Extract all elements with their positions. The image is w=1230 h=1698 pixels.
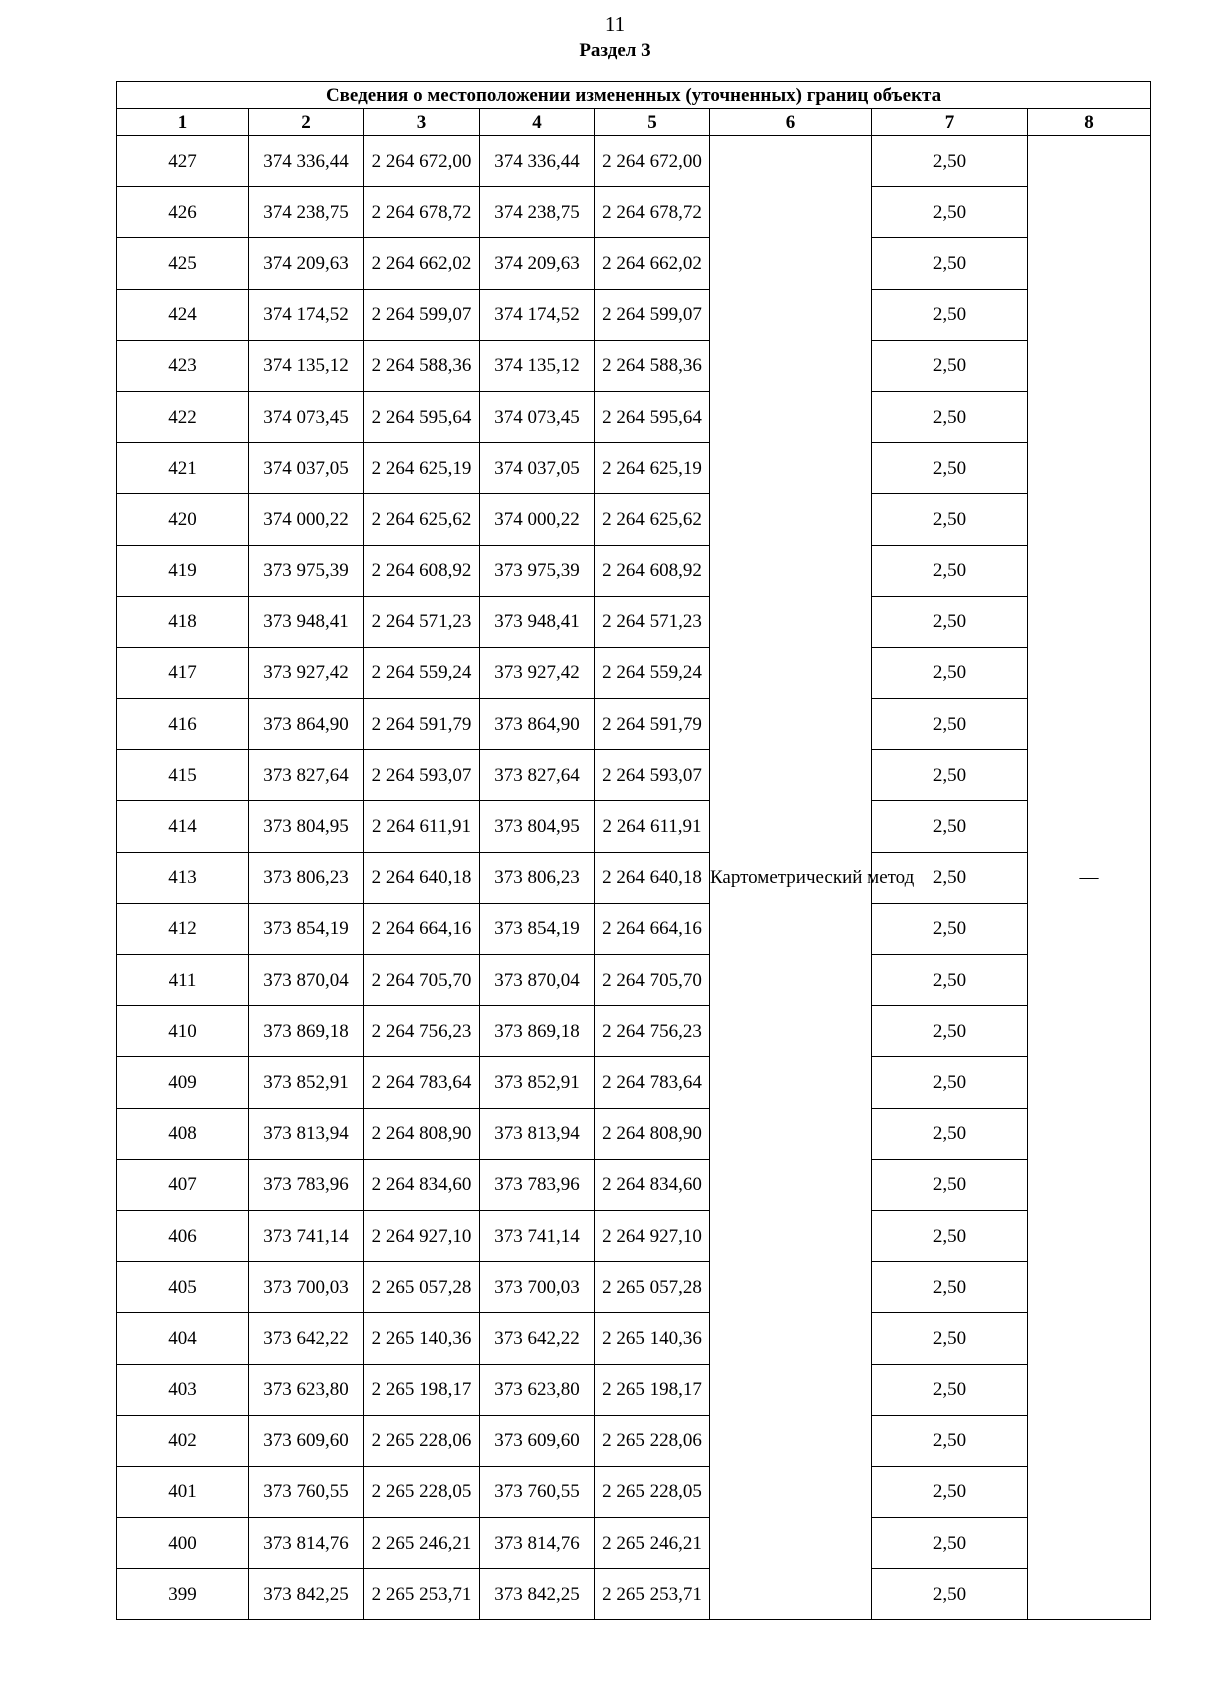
x-existing-cell: 373 975,39 xyxy=(249,545,364,596)
accuracy-cell: 2,50 xyxy=(872,289,1028,340)
table-row xyxy=(117,340,1151,391)
y-existing-cell: 2 265 228,06 xyxy=(364,1415,480,1466)
point-number-cell: 400 xyxy=(117,1518,249,1569)
x-new-cell: 373 948,41 xyxy=(480,596,595,647)
table-row xyxy=(117,1415,1151,1466)
point-number-cell: 410 xyxy=(117,1006,249,1057)
point-number-cell: 421 xyxy=(117,443,249,494)
x-new-cell: 373 975,39 xyxy=(480,545,595,596)
accuracy-cell: 2,50 xyxy=(872,852,1028,903)
point-number-cell: 416 xyxy=(117,699,249,750)
table-row xyxy=(117,136,1151,187)
y-new-cell: 2 264 834,60 xyxy=(595,1159,710,1210)
y-new-cell: 2 264 591,79 xyxy=(595,699,710,750)
accuracy-cell: 2,50 xyxy=(872,955,1028,1006)
x-new-cell: 373 869,18 xyxy=(480,1006,595,1057)
accuracy-cell: 2,50 xyxy=(872,1415,1028,1466)
x-new-cell: 373 854,19 xyxy=(480,903,595,954)
x-existing-cell: 373 854,19 xyxy=(249,903,364,954)
x-new-cell: 373 642,22 xyxy=(480,1313,595,1364)
accuracy-cell: 2,50 xyxy=(872,1313,1028,1364)
x-new-cell: 373 864,90 xyxy=(480,699,595,750)
x-new-cell: 373 842,25 xyxy=(480,1569,595,1620)
x-new-cell: 373 804,95 xyxy=(480,801,595,852)
accuracy-cell: 2,50 xyxy=(872,1108,1028,1159)
table-row xyxy=(117,647,1151,698)
y-existing-cell: 2 264 662,02 xyxy=(364,238,480,289)
y-new-cell: 2 265 253,71 xyxy=(595,1569,710,1620)
y-new-cell: 2 264 756,23 xyxy=(595,1006,710,1057)
accuracy-cell: 2,50 xyxy=(872,187,1028,238)
y-existing-cell: 2 264 593,07 xyxy=(364,750,480,801)
column-number-row xyxy=(117,109,1151,136)
table-row xyxy=(117,391,1151,442)
table-row xyxy=(117,1159,1151,1210)
y-new-cell: 2 265 140,36 xyxy=(595,1313,710,1364)
method-cell: Картометрический метод xyxy=(710,136,872,1620)
y-existing-cell: 2 264 678,72 xyxy=(364,187,480,238)
x-existing-cell: 374 336,44 xyxy=(249,136,364,187)
y-new-cell: 2 265 228,06 xyxy=(595,1415,710,1466)
x-existing-cell: 374 037,05 xyxy=(249,443,364,494)
column-number: 4 xyxy=(480,109,595,136)
x-existing-cell: 373 814,76 xyxy=(249,1518,364,1569)
point-number-cell: 413 xyxy=(117,852,249,903)
y-existing-cell: 2 264 640,18 xyxy=(364,852,480,903)
point-number-cell: 415 xyxy=(117,750,249,801)
y-new-cell: 2 265 057,28 xyxy=(595,1262,710,1313)
x-new-cell: 373 827,64 xyxy=(480,750,595,801)
x-existing-cell: 374 238,75 xyxy=(249,187,364,238)
point-number-cell: 407 xyxy=(117,1159,249,1210)
x-existing-cell: 373 806,23 xyxy=(249,852,364,903)
x-existing-cell: 373 760,55 xyxy=(249,1466,364,1517)
point-number-cell: 411 xyxy=(117,955,249,1006)
x-existing-cell: 373 852,91 xyxy=(249,1057,364,1108)
x-new-cell: 373 806,23 xyxy=(480,852,595,903)
x-new-cell: 373 623,80 xyxy=(480,1364,595,1415)
y-existing-cell: 2 265 253,71 xyxy=(364,1569,480,1620)
column-number: 1 xyxy=(117,109,249,136)
x-new-cell: 374 336,44 xyxy=(480,136,595,187)
point-number-cell: 417 xyxy=(117,647,249,698)
x-existing-cell: 373 700,03 xyxy=(249,1262,364,1313)
accuracy-cell: 2,50 xyxy=(872,647,1028,698)
y-existing-cell: 2 265 140,36 xyxy=(364,1313,480,1364)
x-new-cell: 374 000,22 xyxy=(480,494,595,545)
accuracy-cell: 2,50 xyxy=(872,391,1028,442)
table-row xyxy=(117,1313,1151,1364)
accuracy-cell: 2,50 xyxy=(872,1159,1028,1210)
point-number-cell: 403 xyxy=(117,1364,249,1415)
point-number-cell: 426 xyxy=(117,187,249,238)
x-new-cell: 373 760,55 xyxy=(480,1466,595,1517)
table-row xyxy=(117,596,1151,647)
column-number: 7 xyxy=(872,109,1028,136)
table-row xyxy=(117,801,1151,852)
table-row xyxy=(117,238,1151,289)
y-existing-cell: 2 264 834,60 xyxy=(364,1159,480,1210)
point-number-cell: 406 xyxy=(117,1210,249,1261)
y-existing-cell: 2 264 599,07 xyxy=(364,289,480,340)
accuracy-cell: 2,50 xyxy=(872,1210,1028,1261)
x-new-cell: 374 238,75 xyxy=(480,187,595,238)
table-row xyxy=(117,289,1151,340)
y-new-cell: 2 264 783,64 xyxy=(595,1057,710,1108)
x-new-cell: 374 174,52 xyxy=(480,289,595,340)
x-existing-cell: 373 870,04 xyxy=(249,955,364,1006)
y-new-cell: 2 264 588,36 xyxy=(595,340,710,391)
y-new-cell: 2 264 640,18 xyxy=(595,852,710,903)
y-new-cell: 2 264 625,19 xyxy=(595,443,710,494)
accuracy-cell: 2,50 xyxy=(872,494,1028,545)
y-new-cell: 2 264 662,02 xyxy=(595,238,710,289)
y-existing-cell: 2 264 559,24 xyxy=(364,647,480,698)
accuracy-cell: 2,50 xyxy=(872,136,1028,187)
accuracy-cell: 2,50 xyxy=(872,1262,1028,1313)
x-new-cell: 374 135,12 xyxy=(480,340,595,391)
x-existing-cell: 373 842,25 xyxy=(249,1569,364,1620)
y-existing-cell: 2 264 571,23 xyxy=(364,596,480,647)
x-new-cell: 373 609,60 xyxy=(480,1415,595,1466)
table-row xyxy=(117,1057,1151,1108)
y-new-cell: 2 264 808,90 xyxy=(595,1108,710,1159)
x-new-cell: 373 852,91 xyxy=(480,1057,595,1108)
x-existing-cell: 373 783,96 xyxy=(249,1159,364,1210)
accuracy-cell: 2,50 xyxy=(872,1057,1028,1108)
x-existing-cell: 374 174,52 xyxy=(249,289,364,340)
y-new-cell: 2 264 678,72 xyxy=(595,187,710,238)
point-number-cell: 418 xyxy=(117,596,249,647)
y-new-cell: 2 265 246,21 xyxy=(595,1518,710,1569)
y-new-cell: 2 264 672,00 xyxy=(595,136,710,187)
column-number: 3 xyxy=(364,109,480,136)
point-number-cell: 401 xyxy=(117,1466,249,1517)
table-row xyxy=(117,545,1151,596)
point-number-cell: 402 xyxy=(117,1415,249,1466)
accuracy-cell: 2,50 xyxy=(872,238,1028,289)
y-existing-cell: 2 264 588,36 xyxy=(364,340,480,391)
page-number: 11 xyxy=(604,12,626,36)
y-existing-cell: 2 264 608,92 xyxy=(364,545,480,596)
x-existing-cell: 374 000,22 xyxy=(249,494,364,545)
point-number-cell: 422 xyxy=(117,391,249,442)
y-new-cell: 2 264 599,07 xyxy=(595,289,710,340)
x-existing-cell: 373 948,41 xyxy=(249,596,364,647)
accuracy-cell: 2,50 xyxy=(872,596,1028,647)
y-existing-cell: 2 265 246,21 xyxy=(364,1518,480,1569)
x-existing-cell: 374 073,45 xyxy=(249,391,364,442)
column-number: 8 xyxy=(1028,109,1151,136)
x-new-cell: 373 783,96 xyxy=(480,1159,595,1210)
accuracy-cell: 2,50 xyxy=(872,1518,1028,1569)
y-existing-cell: 2 264 808,90 xyxy=(364,1108,480,1159)
table-row xyxy=(117,955,1151,1006)
point-number-cell: 414 xyxy=(117,801,249,852)
table-row xyxy=(117,699,1151,750)
x-existing-cell: 373 642,22 xyxy=(249,1313,364,1364)
y-existing-cell: 2 264 625,62 xyxy=(364,494,480,545)
accuracy-cell: 2,50 xyxy=(872,1466,1028,1517)
y-new-cell: 2 264 625,62 xyxy=(595,494,710,545)
table-row xyxy=(117,1364,1151,1415)
point-number-cell: 412 xyxy=(117,903,249,954)
y-existing-cell: 2 264 625,19 xyxy=(364,443,480,494)
y-existing-cell: 2 264 756,23 xyxy=(364,1006,480,1057)
y-existing-cell: 2 264 705,70 xyxy=(364,955,480,1006)
accuracy-cell: 2,50 xyxy=(872,750,1028,801)
x-existing-cell: 373 741,14 xyxy=(249,1210,364,1261)
x-new-cell: 373 741,14 xyxy=(480,1210,595,1261)
y-existing-cell: 2 265 198,17 xyxy=(364,1364,480,1415)
x-existing-cell: 373 927,42 xyxy=(249,647,364,698)
y-new-cell: 2 265 228,05 xyxy=(595,1466,710,1517)
y-new-cell: 2 264 611,91 xyxy=(595,801,710,852)
y-existing-cell: 2 264 783,64 xyxy=(364,1057,480,1108)
accuracy-cell: 2,50 xyxy=(872,1569,1028,1620)
accuracy-cell: 2,50 xyxy=(872,340,1028,391)
y-existing-cell: 2 264 595,64 xyxy=(364,391,480,442)
table-caption: Сведения о местоположении измененных (уточненных) границ объекта xyxy=(117,82,1151,109)
y-existing-cell: 2 264 664,16 xyxy=(364,903,480,954)
accuracy-cell: 2,50 xyxy=(872,699,1028,750)
point-number-cell: 419 xyxy=(117,545,249,596)
point-number-cell: 427 xyxy=(117,136,249,187)
table-row xyxy=(117,1006,1151,1057)
y-existing-cell: 2 265 228,05 xyxy=(364,1466,480,1517)
point-number-cell: 425 xyxy=(117,238,249,289)
x-new-cell: 373 927,42 xyxy=(480,647,595,698)
y-new-cell: 2 264 559,24 xyxy=(595,647,710,698)
table-row xyxy=(117,187,1151,238)
x-new-cell: 373 700,03 xyxy=(480,1262,595,1313)
x-existing-cell: 374 209,63 xyxy=(249,238,364,289)
point-number-cell: 420 xyxy=(117,494,249,545)
y-new-cell: 2 264 664,16 xyxy=(595,903,710,954)
y-new-cell: 2 264 571,23 xyxy=(595,596,710,647)
x-new-cell: 373 814,76 xyxy=(480,1518,595,1569)
boundary-coordinates-table xyxy=(116,81,1151,1620)
accuracy-cell: 2,50 xyxy=(872,1006,1028,1057)
point-number-cell: 409 xyxy=(117,1057,249,1108)
table-row xyxy=(117,1108,1151,1159)
table-row xyxy=(117,903,1151,954)
y-existing-cell: 2 264 611,91 xyxy=(364,801,480,852)
x-new-cell: 374 073,45 xyxy=(480,391,595,442)
y-new-cell: 2 264 927,10 xyxy=(595,1210,710,1261)
column-number: 2 xyxy=(249,109,364,136)
x-existing-cell: 373 609,60 xyxy=(249,1415,364,1466)
y-new-cell: 2 264 593,07 xyxy=(595,750,710,801)
x-existing-cell: 373 623,80 xyxy=(249,1364,364,1415)
x-existing-cell: 373 804,95 xyxy=(249,801,364,852)
table-row xyxy=(117,1262,1151,1313)
table-row xyxy=(117,1210,1151,1261)
point-number-cell: 424 xyxy=(117,289,249,340)
table-row xyxy=(117,750,1151,801)
x-existing-cell: 373 869,18 xyxy=(249,1006,364,1057)
x-new-cell: 374 209,63 xyxy=(480,238,595,289)
table-row xyxy=(117,1466,1151,1517)
column-number: 5 xyxy=(595,109,710,136)
accuracy-cell: 2,50 xyxy=(872,545,1028,596)
y-new-cell: 2 264 705,70 xyxy=(595,955,710,1006)
y-new-cell: 2 265 198,17 xyxy=(595,1364,710,1415)
point-number-cell: 408 xyxy=(117,1108,249,1159)
table-row xyxy=(117,443,1151,494)
table-row xyxy=(117,852,1151,903)
y-existing-cell: 2 264 672,00 xyxy=(364,136,480,187)
point-number-cell: 405 xyxy=(117,1262,249,1313)
table-body xyxy=(117,136,1151,1620)
column8-cell: — xyxy=(1028,136,1151,1620)
point-number-cell: 399 xyxy=(117,1569,249,1620)
x-new-cell: 373 870,04 xyxy=(480,955,595,1006)
table-row xyxy=(117,1569,1151,1620)
x-existing-cell: 373 864,90 xyxy=(249,699,364,750)
y-existing-cell: 2 264 591,79 xyxy=(364,699,480,750)
accuracy-cell: 2,50 xyxy=(872,801,1028,852)
point-number-cell: 404 xyxy=(117,1313,249,1364)
x-existing-cell: 374 135,12 xyxy=(249,340,364,391)
x-existing-cell: 373 827,64 xyxy=(249,750,364,801)
x-new-cell: 374 037,05 xyxy=(480,443,595,494)
table-row xyxy=(117,1518,1151,1569)
point-number-cell: 423 xyxy=(117,340,249,391)
y-existing-cell: 2 265 057,28 xyxy=(364,1262,480,1313)
x-existing-cell: 373 813,94 xyxy=(249,1108,364,1159)
y-new-cell: 2 264 595,64 xyxy=(595,391,710,442)
table-row xyxy=(117,494,1151,545)
section-title: Раздел 3 xyxy=(579,40,651,61)
x-new-cell: 373 813,94 xyxy=(480,1108,595,1159)
y-existing-cell: 2 264 927,10 xyxy=(364,1210,480,1261)
accuracy-cell: 2,50 xyxy=(872,1364,1028,1415)
column-number: 6 xyxy=(710,109,872,136)
accuracy-cell: 2,50 xyxy=(872,443,1028,494)
accuracy-cell: 2,50 xyxy=(872,903,1028,954)
y-new-cell: 2 264 608,92 xyxy=(595,545,710,596)
